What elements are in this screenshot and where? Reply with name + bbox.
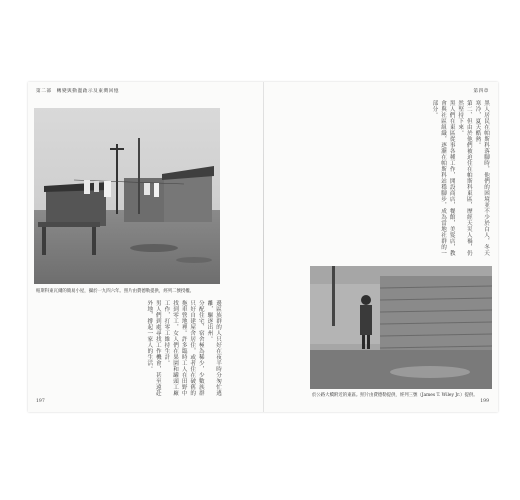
woman-photo-drawing — [310, 266, 492, 389]
right-paragraph: 第二、但由於他們被迫住在帕斯科東區，歷經天災人禍，仍然堅持下來。 — [457, 100, 472, 256]
right-photo-caption: 於公路大橋附近的東區。照片由費德勒提供，經列三號（James T. Wiley Jr.）提供。 — [312, 393, 478, 398]
right-paragraph: 黑人們在東區從事各種工作，開設商店，餐館，美髮店，教會與社區組織，逐漸在帕斯科站穩腳步，成為當地社群的一部分。 — [431, 100, 455, 256]
left-page-number: 197 — [36, 399, 45, 404]
right-running-head: 第四章 — [473, 89, 489, 94]
right-body-text — [320, 100, 490, 260]
shack-photo — [34, 108, 220, 284]
left-running-head: 第二部 轉變與動盪啟示及東灣回憶 — [36, 89, 120, 94]
right-page — [264, 82, 499, 412]
left-page — [28, 82, 263, 412]
right-paragraph: 黑人居民在帕斯科落腳時，他們的困境並不少於白人，冬天寒冷，夏天酷熱。 — [474, 100, 489, 256]
left-body-text — [36, 300, 222, 396]
left-paragraph: 分配住宅、宿舍極為稀少，少數族群只好自建屋舍居住，或者住在破舊的拖車營地裡。許多臨時工人在田野中找到零工，女人們在果園和罐頭工廠工作，打零工維持生計。 — [163, 300, 204, 396]
shack-photo-drawing — [34, 108, 220, 284]
right-page-number: 199 — [480, 399, 489, 404]
left-photo-caption: 帕斯科東瓦爾的簡易小屋，攝於一九四六年。照片由費德勒提供，經列二號授權。 — [36, 289, 195, 294]
woman-photo — [310, 266, 492, 389]
left-paragraph: 邊區族群的人只好在夜半時分匆忙逃離，驅逐出州。 — [206, 300, 221, 396]
book-spread — [28, 82, 498, 412]
left-paragraph: 男人們到處尋找工作機會，甚至遠赴外地，撐起一家人的生活。 — [146, 300, 161, 396]
